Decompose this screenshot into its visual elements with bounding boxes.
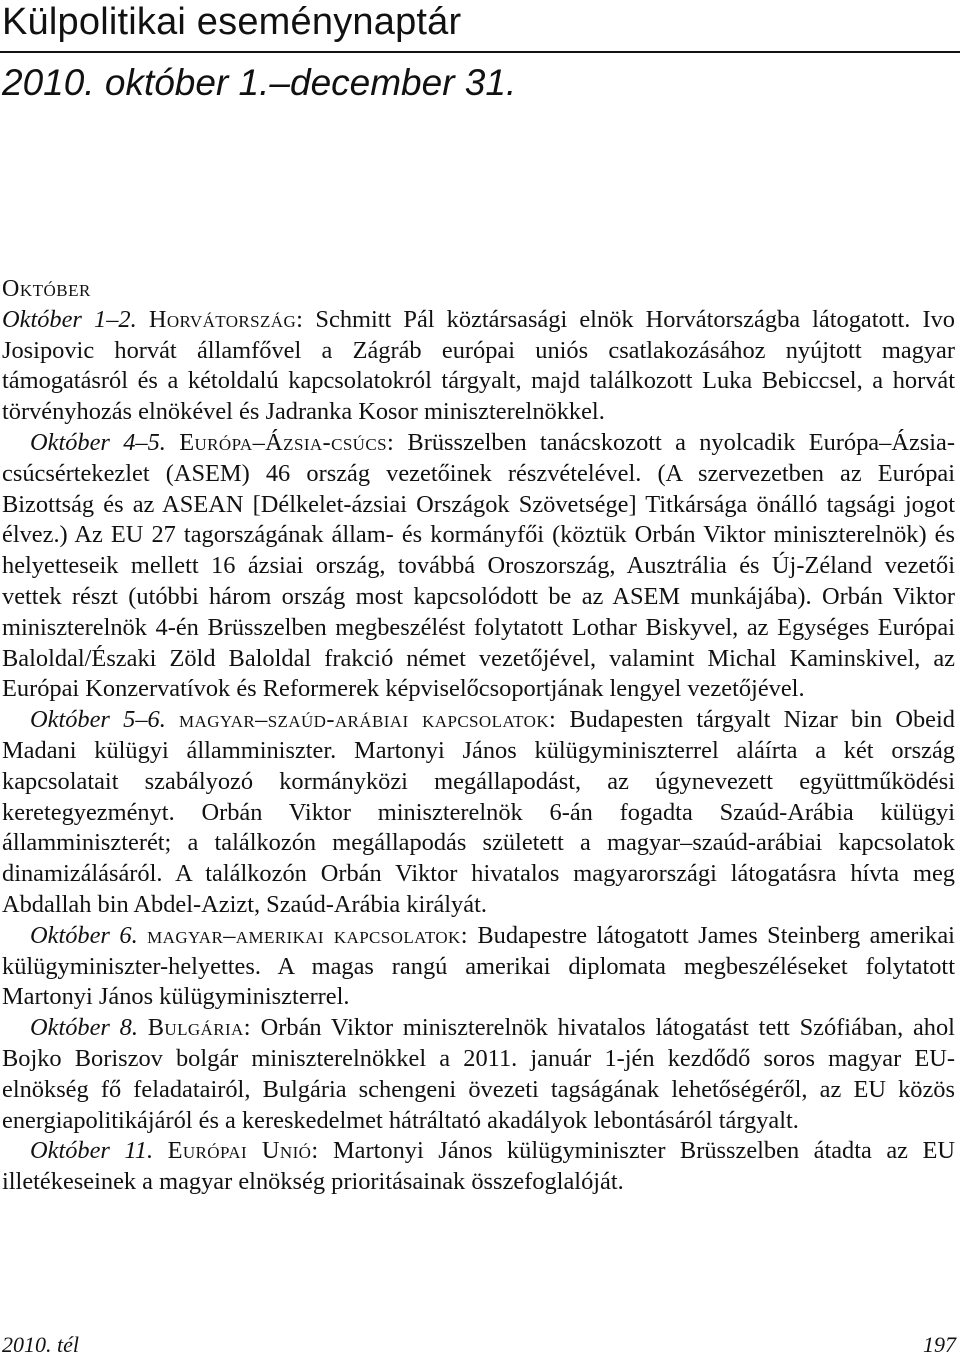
calendar-entry: [2, 305, 955, 428]
entry-date: Október 1–2.: [2, 305, 137, 333]
entry-topic: Bulgária:: [147, 1014, 251, 1042]
calendar-entry: [2, 705, 955, 921]
entry-text: Schmitt Pál köztársasági elnök Horvátországba látogatott. Ivo Josipovic horvát államfővel a Zágráb európai uniós csatlakozásához nyújtott magyar támogatásról és a kétoldalú kapcsolatokról tárgyalt, majd találkozott Luka Bebiccsel, a horvát törvényhozás elnökével és Jadranka Kosor miniszterelnökkel.: [2, 305, 955, 426]
entry-text: Martonyi János külügyminiszter Brüsszelben átadta az EU illetékeseinek a magyar elnökség prioritásainak összefoglalóját.: [2, 1137, 955, 1196]
entry-topic: Horvátország:: [148, 305, 304, 333]
title-rule: [0, 51, 960, 53]
entry-date: Október 6.: [30, 921, 138, 949]
month-heading: Október: [2, 276, 91, 302]
calendar-entry: [2, 428, 955, 705]
entry-text: Orbán Viktor miniszterelnök hivatalos látogatást tett Szófiában, ahol Bojko Boriszov bolgár miniszterelnökkel a 2011. január 1-jén kezdődő soros magyar EU-elnökség fő feladatairól, Bulgária schengeni övezeti tagságának lehetőségéről, az EU közös energiapolitikájáról és a kereskedelmet hátráltató akadályok lebontásáról tárgyalt.: [2, 1014, 955, 1134]
entry-date: Október 4–5.: [30, 428, 166, 456]
entry-topic: magyar–amerikai kapcsolatok:: [147, 921, 468, 949]
page-title: Külpolitikai eseménynaptár: [2, 1, 462, 43]
page-number: 197: [923, 1332, 956, 1357]
entry-date: Október 5–6.: [30, 706, 166, 734]
entry-text: Budapestre látogatott James Steinberg amerikai külügyminiszter-helyettes. A magas rangú amerikai diplomata megbeszéléseket folytatott Martonyi János külügyminiszterrel.: [2, 921, 955, 1011]
calendar-entry: [2, 921, 955, 1013]
date-range-subtitle: 2010. október 1.–december 31.: [2, 62, 517, 103]
calendar-body: [2, 274, 955, 1198]
entry-date: Október 8.: [30, 1014, 138, 1042]
entry-text: Budapesten tárgyalt Nizar bin Obeid Madani külügyi államminiszter. Martonyi János külügyminiszterrel aláírta a két ország kapcsolatait szabályozó kormányközi megállapodást, az úgynevezett együttműködési keretegyezményt. Orbán Viktor miniszterelnök 6-án fogadta Szaúd-Arábia külügyi államminiszterét; a találkozón megállapodás született a magyar–szaúd-arábiai kapcsolatok dinamizálásáról. A találkozón Orbán Viktor hivatalos magyarországi látogatásra hívta meg Abdallah bin Abdel-Azizt, Szaúd-Arábia királyát.: [2, 706, 955, 918]
calendar-entry: [2, 1013, 955, 1136]
entry-topic: Európai Unió:: [167, 1137, 319, 1165]
entry-topic: Európa–Ázsia-csúcs:: [179, 428, 395, 456]
calendar-entry: [2, 1136, 955, 1198]
entry-date: Október 11.: [30, 1137, 154, 1165]
entry-text: Brüsszelben tanácskozott a nyolcadik Európa–Ázsia-csúcsértekezlet (ASEM) 46 ország vezetőinek részvételével. (A szervezetben az Európai Bizottság és az ASEAN [Délkelet-ázsiai Országok Szövetsége] Titkársága önálló tagsági jogot élvez.) Az EU 27 tagországának állam- és kormányfői (köztük Orbán Viktor miniszterelnök) és helyetteseik mellett 16 ázsiai ország, továbbá Oroszország, Ausztrália és Új-Zéland vezetői vettek részt (utóbbi három ország most kapcsolódott be az ASEM munkájába). Orbán Viktor miniszterelnök 4-én Brüsszelben megbeszélést folytatott Lothar Biskyvel, az Egységes Európai Baloldal/Északi Zöld Baloldal frakció német vezetőjével, valamint Michal Kaminskivel, az Európai Konzervatívok és Reformerek képviselőcsoportjának lengyel vezetőjével.: [2, 428, 955, 703]
footer-issue-label: 2010. tél: [2, 1332, 79, 1357]
entry-topic: magyar–szaúd-arábiai kapcsolatok:: [179, 706, 557, 734]
